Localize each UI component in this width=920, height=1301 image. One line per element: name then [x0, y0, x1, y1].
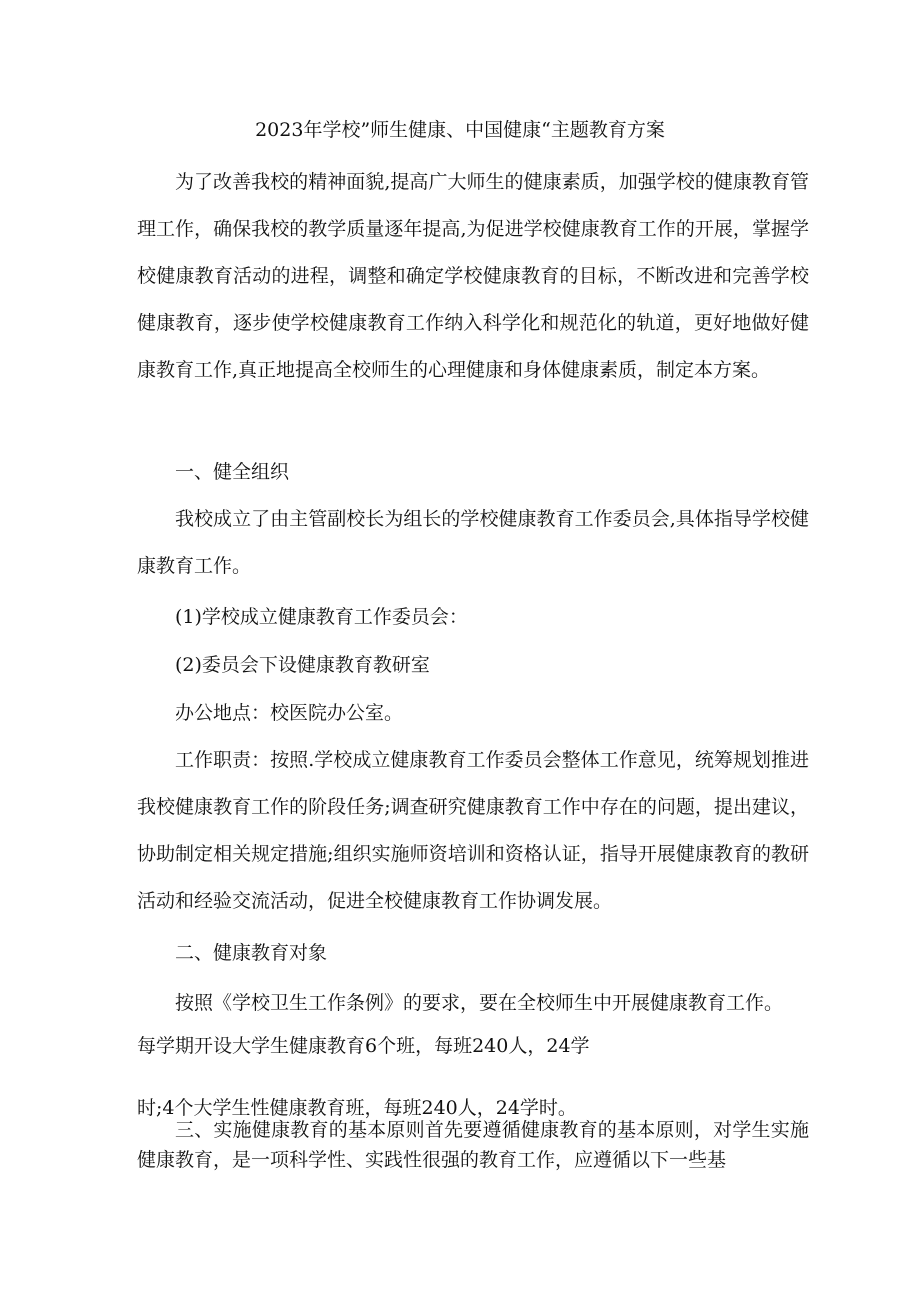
- intro-paragraph: 为了改善我校的精神面貌,提高广大师生的健康素质，加强学校的健康教育管理工作，确保我校的教学质量逐年提高,为促进学校健康教育工作的开展，掌握学校健康教育活动的进程，调整和确定学校健康教育的目标，不断改进和完善学校健康教育，逐步使学校健康教育工作纳入科学化和规范化的轨道，更好地做好健康教育工作,真正地提高全校师生的心理健康和身体健康素质，制定本方案。: [137, 171, 809, 381]
- section1-heading: 一、健全组织: [175, 461, 290, 483]
- office-location: 办公地点：校医院办公室。: [175, 702, 404, 724]
- document-title: 2023年学校”师生健康、中国健康“主题教育方案: [255, 119, 665, 141]
- duties-paragraph: 工作职责：按照.学校成立健康教育工作委员会整体工作意见，统筹规划推进我校健康教育工作的阶段任务;调查研究健康教育工作中存在的问题，提出建议，协助制定相关规定措施;组织实施师资培训和资格认证，指导开展健康教育的教研活动和经验交流活动，促进全校健康教育工作协调发展。: [137, 749, 809, 912]
- section2-line-2: 每学期开设大学生健康教育6个班，每班240人，24学: [137, 1035, 590, 1057]
- list-item-1: (1)学校成立健康教育工作委员会：: [175, 606, 468, 628]
- list-item-2: (2)委员会下设健康教育教研室: [175, 654, 430, 676]
- section3-paragraph: 三、实施健康教育的基本原则首先要遵循健康教育的基本原则，对学生实施健康教育，是一项科学性、实践性很强的教育工作，应遵循以下一些基: [137, 1119, 809, 1171]
- section1-body: 我校成立了由主管副校长为组长的学校健康教育工作委员会,具体指导学校健康教育工作。: [137, 508, 809, 577]
- section2-line-3: 时;4个大学生性健康教育班，每班240人，24学时。: [137, 1097, 577, 1119]
- section2-heading: 二、健康教育对象: [175, 942, 328, 964]
- section2-line-1: 按照《学校卫生工作条例》的要求，要在全校师生中开展健康教育工作。: [175, 992, 784, 1014]
